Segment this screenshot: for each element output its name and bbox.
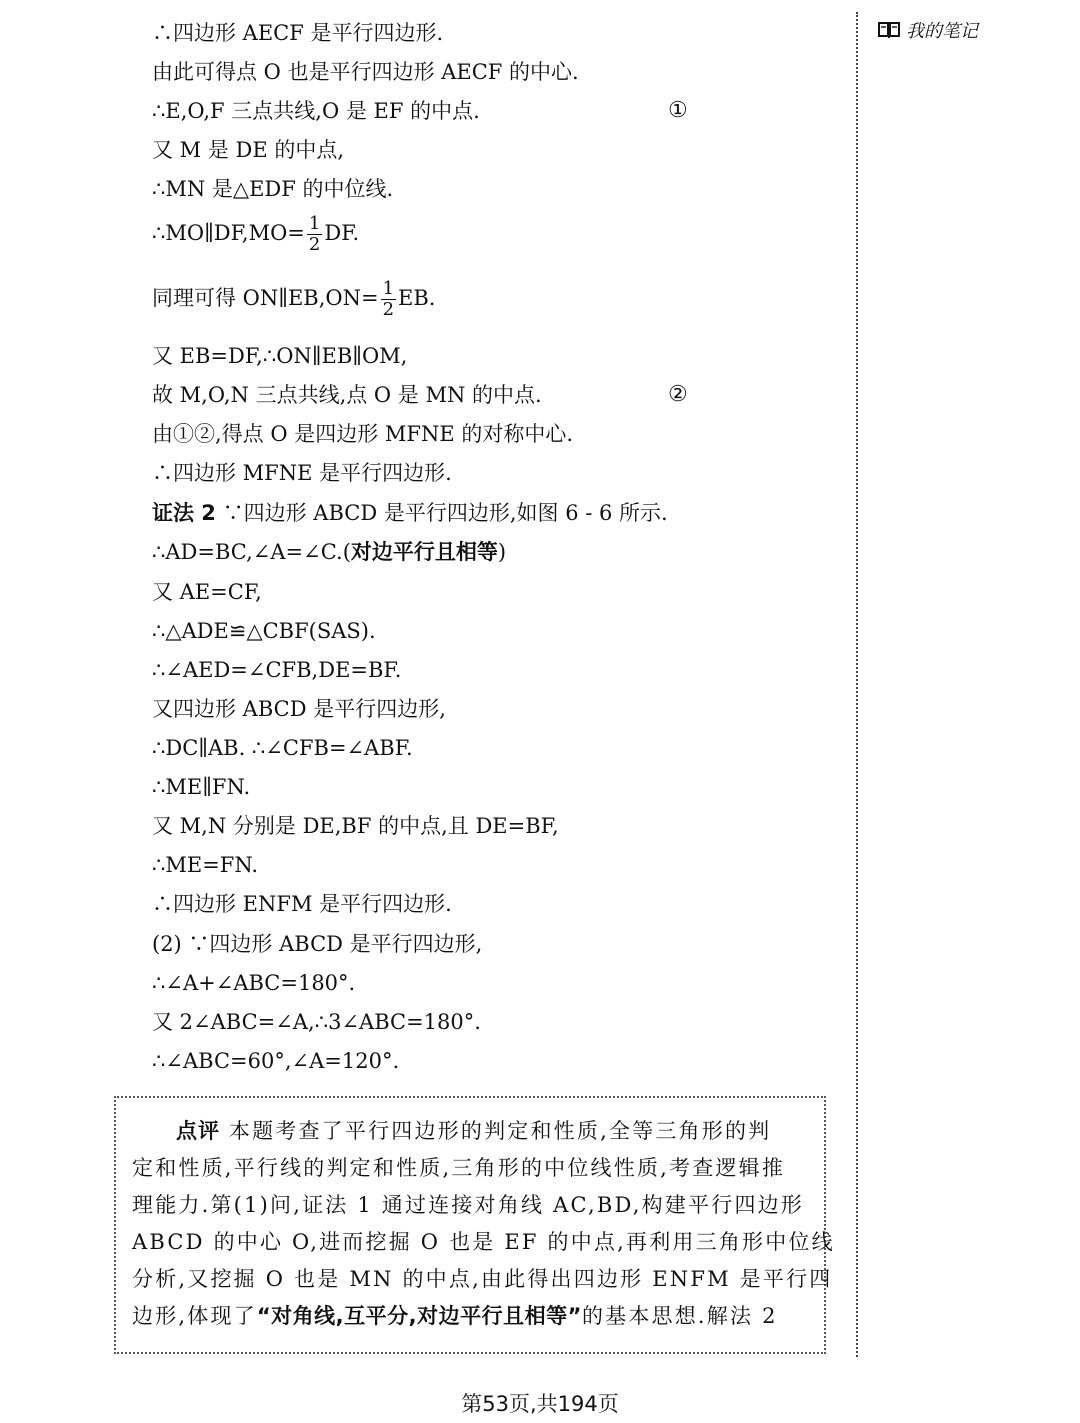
fraction-numerator: 1 [382,278,395,299]
text-run: ∴∠A+∠ABC=180°. [152,971,356,995]
solution-line [152,771,250,803]
bold-heading: 对边平行且相等 [350,540,498,564]
text-run: ∴△ADE≌△CBF(SAS). [152,619,376,643]
solution-line [152,810,559,842]
solution-line [152,967,355,999]
commentary-line [132,1225,835,1259]
notes-margin-divider [856,12,858,1357]
text-run: ) [497,540,507,564]
text-run: 又 AE=CF, [152,580,262,604]
text-run: 本题考查了平行四边形的判定和性质,全等三角形的判 [220,1119,772,1143]
bold-heading: 点评 [176,1119,220,1143]
solution-line [152,17,443,49]
solution-line [152,208,359,258]
text-run: 定和性质,平行线的判定和性质,三角形的中位线性质,考查逻辑推 [132,1156,786,1180]
notes-label: 我的笔记 [906,21,978,42]
fraction [381,279,396,320]
solution-line [152,576,262,608]
text-run: ∴ME=FN. [152,853,259,877]
commentary-line [132,1188,804,1222]
solution-line [152,340,407,372]
commentary-line [132,1262,832,1296]
text-run: ∴四边形 AECF 是平行四边形. [152,21,444,45]
text-run: DF. [324,221,360,245]
fraction-numerator: 1 [308,213,321,234]
text-run: ∴DC∥AB. ∴∠CFB=∠ABF. [152,736,413,760]
text-run: 又四边形 ABCD 是平行四边形, [152,697,446,721]
solution-line [152,173,393,205]
text-run: 又 M,N 分别是 DE,BF 的中点,且 DE=BF, [152,814,559,838]
solution-line [152,615,376,647]
text-run: ∴四边形 MFNE 是平行四边形. [152,461,452,485]
page-number-footer: 第53页,共194页 [461,1392,619,1416]
text-run: 又 M 是 DE 的中点, [152,138,345,162]
solution-line [152,95,480,127]
bold-heading: 证法 2 [152,501,216,525]
text-run: 故 M,O,N 三点共线,点 O 是 MN 的中点. [152,383,542,407]
text-run: 分析,又挖掘 O 也是 MN 的中点,由此得出四边形 ENFM 是平行四 [132,1267,833,1291]
solution-line [152,732,413,764]
text-run: ABCD 的中心 O,进而挖掘 O 也是 EF 的中点,再利用三角形中位线 [132,1230,835,1254]
text-run: 理能力.第(1)问,证法 1 通过连接对角线 AC,BD,构建平行四边形 [132,1193,805,1217]
text-run: ∴MO∥DF,MO= [152,221,305,245]
text-run: ∴∠AED=∠CFB,DE=BF. [152,658,402,682]
solution-line [152,1006,481,1038]
solution-line [152,928,482,960]
notes-header [878,16,978,44]
solution-line [152,134,344,166]
solution-line [152,273,435,323]
fraction-denominator: 2 [308,234,321,255]
solution-line [152,693,446,725]
solution-line [152,654,401,686]
text-run: ∴四边形 ENFM 是平行四边形. [152,892,452,916]
solution-line [152,849,258,881]
commentary-line [176,1114,771,1148]
step-marker: ② [668,382,688,407]
solution-line [152,457,452,489]
text-run: 由①②,得点 O 是四边形 MFNE 的对称中心. [152,422,574,446]
text-run: ∴∠ABC=60°,∠A=120°. [152,1049,400,1073]
fraction-denominator: 2 [382,299,395,320]
fraction [307,214,322,255]
bold-emphasis: “对角线,互平分,对边平行且相等” [256,1304,582,1328]
text-run: 的基本思想.解法 2 [581,1304,778,1328]
text-run: EB. [398,286,436,310]
text-run: 同理可得 ON∥EB,ON= [152,286,379,310]
step-marker: ① [668,98,688,123]
text-run: ∴ME∥FN. [152,775,251,799]
text-run: 又 EB=DF,∴ON∥EB∥OM, [152,344,408,368]
text-run: 由此可得点 O 也是平行四边形 AECF 的中心. [152,60,579,84]
text-run: ∴E,O,F 三点共线,O 是 EF 的中点. [152,99,480,123]
solution-line [152,418,573,450]
text-run: ∴MN 是△EDF 的中位线. [152,177,394,201]
text-run: ∵四边形 ABCD 是平行四边形,如图 6 - 6 所示. [215,501,668,525]
solution-line [152,888,452,920]
open-book-icon [878,21,900,39]
text-run: 又 2∠ABC=∠A,∴3∠ABC=180°. [152,1010,481,1034]
solution-line [152,379,542,411]
commentary-box [114,1096,835,1354]
solution-line [152,497,668,529]
text-run: 边形,体现了 [132,1304,257,1328]
commentary-line [132,1299,778,1333]
text-run: (2) ∵四边形 ABCD 是平行四边形, [152,932,483,956]
solution-line [152,56,579,88]
commentary-line [132,1151,785,1185]
solution-line [152,1045,399,1077]
solution-line [152,536,506,568]
text-run: ∴AD=BC,∠A=∠C.( [152,540,351,564]
